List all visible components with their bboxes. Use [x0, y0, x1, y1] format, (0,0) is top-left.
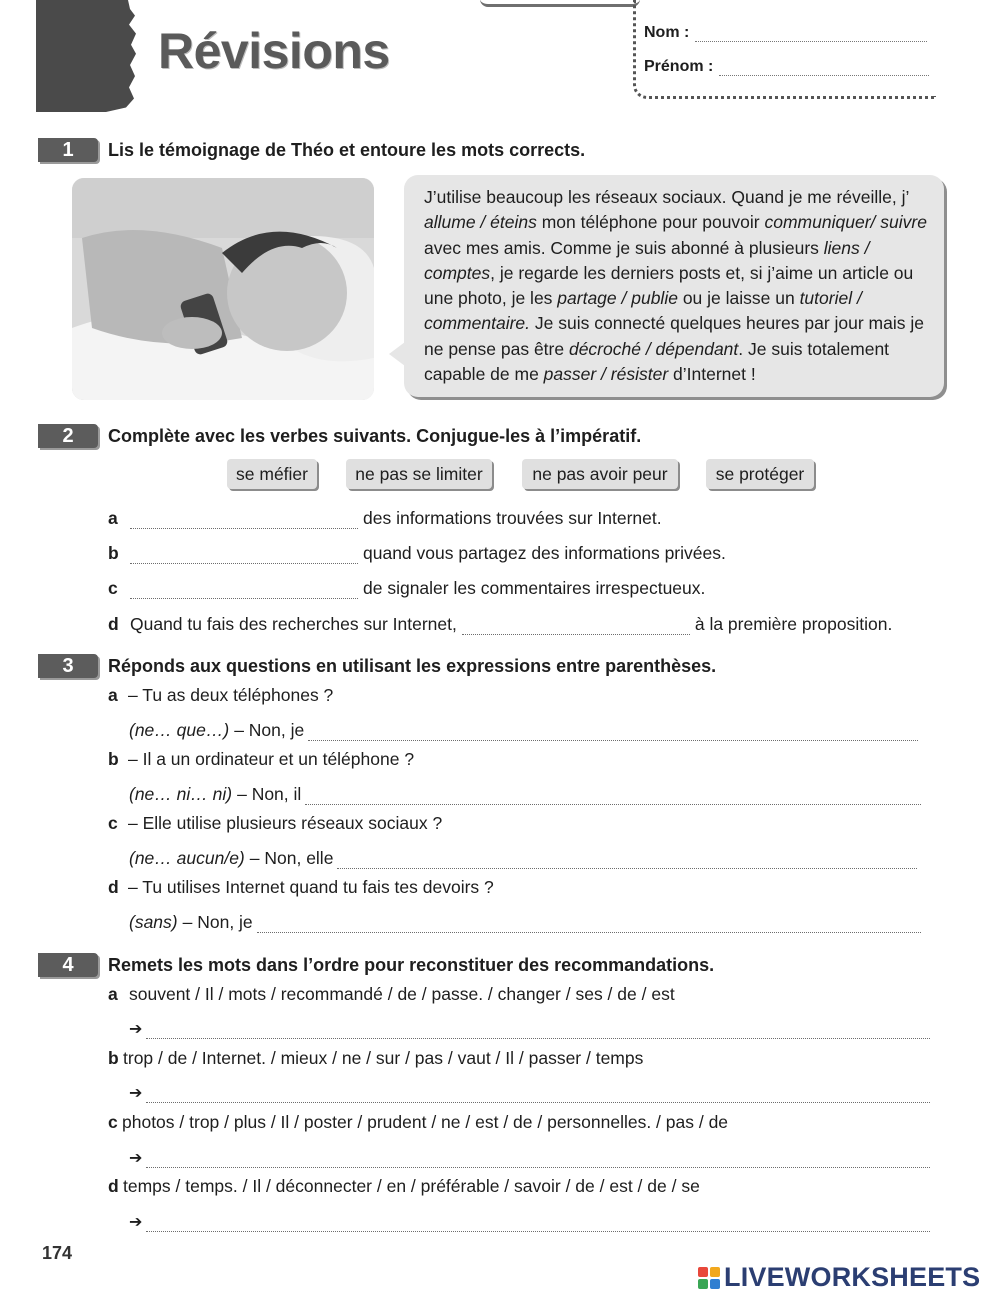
exercise-3-question-c — [108, 813, 442, 834]
verb-chip-se-proteger[interactable]: se protéger — [706, 459, 814, 489]
student-info-box — [633, 0, 936, 99]
exercise-3-number: 3 — [38, 654, 98, 678]
exercise-2-item-a — [108, 508, 662, 529]
answer-field-2c[interactable] — [130, 585, 358, 599]
item-letter: a — [108, 685, 118, 705]
page-title: Révisions — [158, 23, 390, 79]
testimony-segment: J’utilise beaucoup les réseaux sociaux. Quand je me réveille, j’ — [424, 187, 909, 207]
item-text: à la première proposition. — [694, 614, 893, 634]
verb-chip-ne-pas-se-limiter[interactable]: ne pas se limiter — [346, 459, 492, 489]
item-text: des informations trouvées sur Internet. — [363, 508, 662, 528]
question-text: – Tu utilises Internet quand tu fais tes devoirs ? — [128, 877, 494, 897]
item-letter: d — [108, 877, 119, 897]
item-letter: c — [108, 578, 118, 598]
answer-field-4a[interactable] — [146, 1025, 930, 1039]
page-number: 174 — [42, 1243, 73, 1263]
answer-field-3d[interactable] — [257, 919, 921, 933]
testimony-segment: Je suis connecté quelques heures par jour mais je ne pense pas être — [424, 313, 924, 359]
exercise-4-item-a — [108, 984, 675, 1005]
item-letter: c — [108, 1112, 118, 1132]
item-letter: c — [108, 813, 118, 833]
item-text-before: Quand tu fais des recherches sur Internet, — [130, 614, 457, 634]
bubble-tail — [389, 342, 405, 366]
liveworksheets-brand[interactable] — [698, 1262, 980, 1293]
exercise-4-item-b — [108, 1048, 643, 1069]
exercise-4-answer-c — [129, 1148, 930, 1168]
exercise-3-title: Réponds aux questions en utilisant les expressions entre parenthèses. — [108, 656, 717, 676]
exercise-3-answer-d — [129, 912, 921, 933]
testimony-segment: ou je laisse un — [677, 288, 800, 309]
firstname-field[interactable] — [719, 61, 929, 76]
firstname-field-row — [644, 58, 929, 76]
answer-start: – Non, je — [234, 720, 305, 740]
exercise-4-title: Remets les mots dans l’ordre pour reconstituer des recommandations. — [108, 955, 715, 975]
teen-photo — [72, 178, 374, 400]
item-letter: d — [108, 1176, 119, 1196]
exercise-4-answer-a — [129, 1019, 930, 1039]
item-text: de signaler les commentaires irrespectueux. — [363, 578, 706, 598]
answer-field-3b[interactable] — [305, 791, 921, 805]
hint-text: (ne… ni… ni) — [129, 784, 233, 804]
hint-text: (ne… aucun/e) — [129, 848, 245, 868]
exercise-3-answer-b — [129, 784, 921, 805]
word-choice[interactable]: liens / comptes — [424, 237, 870, 283]
exercise-4-answer-d — [129, 1212, 930, 1232]
exercise-3-question-b — [108, 749, 414, 770]
testimony-text[interactable] — [424, 185, 944, 387]
name-field[interactable] — [695, 27, 927, 42]
answer-field-4c[interactable] — [146, 1154, 930, 1168]
word-choice[interactable]: communiquer/ suivre — [764, 212, 927, 233]
title-decoration — [36, 0, 136, 112]
arrow-icon: ➔ — [129, 1214, 143, 1231]
name-field-row — [644, 24, 927, 42]
question-text: – Tu as deux téléphones ? — [128, 685, 334, 705]
exercise-3-answer-a — [129, 720, 918, 741]
answer-field-4b[interactable] — [146, 1089, 930, 1103]
words-text: trop / de / Internet. / mieux / ne / sur / pas / vaut / Il / passer / temps — [123, 1048, 644, 1068]
name-label: Nom : — [644, 24, 690, 41]
item-letter: a — [108, 508, 118, 528]
answer-field-3a[interactable] — [308, 727, 918, 741]
testimony-segment: mon téléphone pour pouvoir — [536, 212, 765, 233]
item-letter: a — [108, 984, 118, 1004]
firstname-label: Prénom : — [644, 58, 714, 75]
item-letter: b — [108, 1048, 119, 1068]
verb-chip-se-mefier[interactable]: se méfier — [227, 459, 317, 489]
word-choice[interactable]: passer / résister — [543, 364, 669, 385]
item-letter: b — [108, 543, 119, 563]
liveworksheets-logo-icon — [698, 1267, 720, 1289]
testimony-segment: avec mes amis. Comme je suis abonné à plusieurs — [424, 237, 824, 258]
words-text: temps / temps. / Il / déconnecter / en / préférable / savoir / de / est / de / se — [123, 1176, 700, 1196]
item-text: quand vous partagez des informations privées. — [363, 543, 726, 563]
exercise-2-item-b — [108, 543, 726, 564]
answer-field-4d[interactable] — [146, 1218, 930, 1232]
answer-start: – Non, elle — [249, 848, 334, 868]
exercise-3-question-a — [108, 685, 333, 706]
exercise-2-item-c — [108, 578, 705, 599]
exercise-2-item-d — [108, 614, 892, 635]
item-letter: b — [108, 749, 119, 769]
question-text: – Elle utilise plusieurs réseaux sociaux ? — [128, 813, 443, 833]
verb-chip-ne-pas-avoir-peur[interactable]: ne pas avoir peur — [522, 459, 678, 489]
word-choice[interactable]: partage / publie — [557, 288, 678, 309]
word-choice[interactable]: décroché / dépendant — [568, 338, 739, 359]
answer-start: – Non, je — [182, 912, 253, 932]
exercise-2-number: 2 — [38, 424, 98, 448]
arrow-icon: ➔ — [129, 1085, 143, 1102]
answer-start: – Non, il — [237, 784, 302, 804]
exercise-4-answer-b — [129, 1083, 930, 1103]
exercise-1-title: Lis le témoignage de Théo et entoure les mots corrects. — [108, 140, 586, 160]
answer-field-2a[interactable] — [130, 515, 358, 529]
exercise-4-item-d — [108, 1176, 700, 1197]
exercise-1-number: 1 — [38, 138, 98, 162]
brand-text: LIVEWORKSHEETS — [724, 1262, 981, 1292]
hint-text: (sans) — [129, 912, 178, 932]
exercise-3-answer-c — [129, 848, 917, 869]
testimony-segment: . Je suis totalement capable de me — [424, 338, 890, 385]
exercise-3-question-d — [108, 877, 494, 898]
exercise-2-title: Complète avec les verbes suivants. Conjugue-les à l’impératif. — [108, 426, 642, 446]
exercise-4-number: 4 — [38, 953, 98, 977]
item-letter: d — [108, 614, 119, 634]
testimony-segment: , je regarde les derniers posts et, si j’aime un article ou une photo, je les — [424, 262, 914, 309]
word-choice[interactable]: allume / éteins — [424, 212, 537, 233]
arrow-icon: ➔ — [129, 1021, 143, 1038]
word-choice[interactable]: tutoriel / commentaire. — [424, 288, 862, 334]
question-text: – Il a un ordinateur et un téléphone ? — [128, 749, 415, 769]
teen-with-phone-illustration — [72, 178, 374, 400]
hint-text: (ne… que…) — [129, 720, 230, 740]
answer-field-2b[interactable] — [130, 550, 358, 564]
top-decoration — [480, 0, 640, 7]
exercise-4-item-c — [108, 1112, 728, 1133]
answer-field-3c[interactable] — [337, 855, 917, 869]
answer-field-2d[interactable] — [462, 621, 690, 635]
words-text: souvent / Il / mots / recommandé / de / passe. / changer / ses / de / est — [129, 984, 675, 1004]
arrow-icon: ➔ — [129, 1150, 143, 1167]
testimony-segment: d’Internet ! — [668, 364, 756, 385]
words-text: photos / trop / plus / Il / poster / prudent / ne / est / de / personnelles. / pas / de — [122, 1112, 729, 1132]
